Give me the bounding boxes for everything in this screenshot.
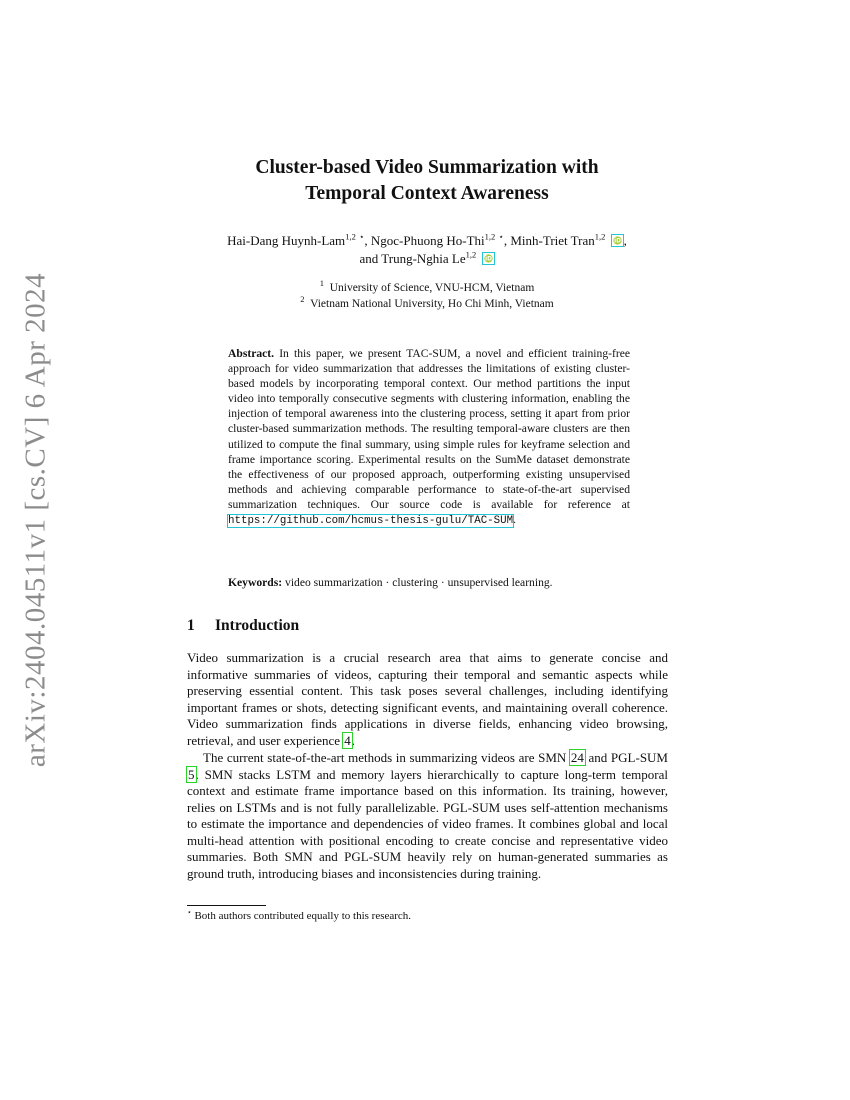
equal-contribution-mark: ⋆	[359, 231, 365, 242]
paper-title	[187, 155, 667, 207]
abstract-text: In this paper, we present TAC-SUM, a novel and efficient training-free approach for video summarization that addresses the limitations of existing cluster-based models by incorporating temporal context. Our method partitions the input video into temporally consecutive segments with clustering information, enabling the injection of temporal awareness into the clustering process, setting it apart from prior cluster-based summarization methods. The resulting temporal-aware clusters are then utilized to compute the final summary, using simple rules for keyframe selection and frame importance scoring. Experimental results on the SumMe dataset demonstrate the effectiveness of our proposed approach, outperforming existing unsupervised methods and achieving comparable performance to state-of-the-art supervised summarization techniques. Our source code is available for reference at	[228, 347, 630, 511]
affiliation-text: Vietnam National University, Ho Chi Minh, Vietnam	[310, 298, 554, 310]
author-name: Ngoc-Phuong Ho-Thi	[370, 233, 485, 248]
title-line-1: Cluster-based Video Summarization with	[255, 157, 599, 178]
author-name: Trung-Nghia Le	[381, 251, 466, 266]
footnote	[187, 909, 411, 923]
author-name: Minh-Triet Tran	[510, 233, 595, 248]
intro-paragraph-2	[187, 750, 668, 882]
equal-contribution-mark: ⋆	[498, 231, 504, 242]
author-name: Hai-Dang Huynh-Lam	[227, 233, 346, 248]
paragraph-text: The current state-of-the-art methods in summarizing videos are SMN	[203, 750, 567, 765]
paragraph-text: . SMN stacks LSTM and memory layers hierarchically to capture long-term temporal context and estimate frame importance based on this information. Its training, however, relies on LSTMs and is not fully parallelizable. PGL-SUM uses self-attention mechanisms to estimate the importance and dependencies of video frames. It combines global and local multi-head attention with positional encoding to create concise and representative video summaries. Both SMN and PGL-SUM heavily rely on human-generated summaries as ground truth, introducing biases and inconsistencies during training.	[187, 766, 668, 881]
svg-text:iD: iD	[484, 256, 492, 263]
intro-paragraph-1	[187, 650, 668, 749]
url-part-2: ub.com/hcmus-thesis-gulu/TAC-SUM	[305, 515, 514, 528]
author-affiliation: 1,2	[594, 231, 606, 242]
section-number: 1	[187, 617, 195, 634]
author-list	[150, 232, 704, 268]
citation-link[interactable]: 4	[344, 732, 351, 748]
orcid-icon[interactable]	[611, 234, 624, 247]
source-code-link[interactable]	[228, 515, 513, 527]
keywords	[228, 575, 648, 590]
author-affiliation: 1,2	[345, 231, 356, 242]
title-line-2: Temporal Context Awareness	[305, 183, 549, 204]
keywords-text: video summarization · clustering · unsupervised learning.	[285, 576, 553, 589]
abstract-end: .	[513, 513, 517, 527]
section-title: Introduction	[215, 617, 300, 634]
author-affiliation: 1,2	[465, 249, 477, 260]
keywords-label: Keywords:	[228, 576, 283, 589]
affiliation-2	[150, 296, 704, 312]
footnote-text: Both authors contributed equally to this research.	[194, 910, 412, 922]
author-line-2: and Trung-Nghia Le$^{1,2}$ iD	[150, 250, 704, 268]
affiliation-1	[150, 280, 704, 296]
affiliation-list	[150, 280, 704, 312]
citation-link[interactable]: 5	[188, 766, 195, 782]
footnote-rule	[187, 905, 266, 906]
author-line-1: Hai-Dang Huynh-Lam$^{1,2}$ ⋆, Ngoc-Phuong Ho-Thi$^{1,2}$ ⋆, Minh-Triet Tran$^{1,2}$ iD ,	[227, 231, 627, 248]
paragraph-text: Video summarization is a crucial research area that aims to generate concise and informative summaries of videos, capturing their temporal and semantic aspects while preserving essential content. This task poses several challenges, including identifying important frames or shots, detecting significant events, and maintaining overall coherence. Video summarization finds applications in diverse fields, enhancing video browsing, retrieval, and user experience	[187, 650, 668, 748]
abstract-label: Abstract.	[228, 347, 275, 360]
paragraph-text: and PGL-SUM	[588, 750, 668, 765]
section-heading	[187, 617, 299, 635]
arxiv-identifier: arXiv:2404.04511v1 [cs.CV] 6 Apr 2024	[19, 272, 52, 768]
orcid-icon[interactable]	[482, 252, 495, 265]
author-affiliation: 1,2	[484, 231, 496, 242]
svg-text:iD: iD	[613, 238, 621, 245]
affiliation-number: 1	[319, 278, 324, 289]
affiliation-number: 2	[300, 294, 305, 305]
footnote-mark: ⋆	[187, 907, 192, 917]
paragraph-end: .	[351, 732, 356, 748]
citation-link[interactable]: 24	[570, 750, 584, 765]
abstract	[228, 346, 630, 529]
url-part-1: https://gith	[228, 515, 306, 528]
affiliation-text: University of Science, VNU-HCM, Vietnam	[329, 282, 535, 294]
